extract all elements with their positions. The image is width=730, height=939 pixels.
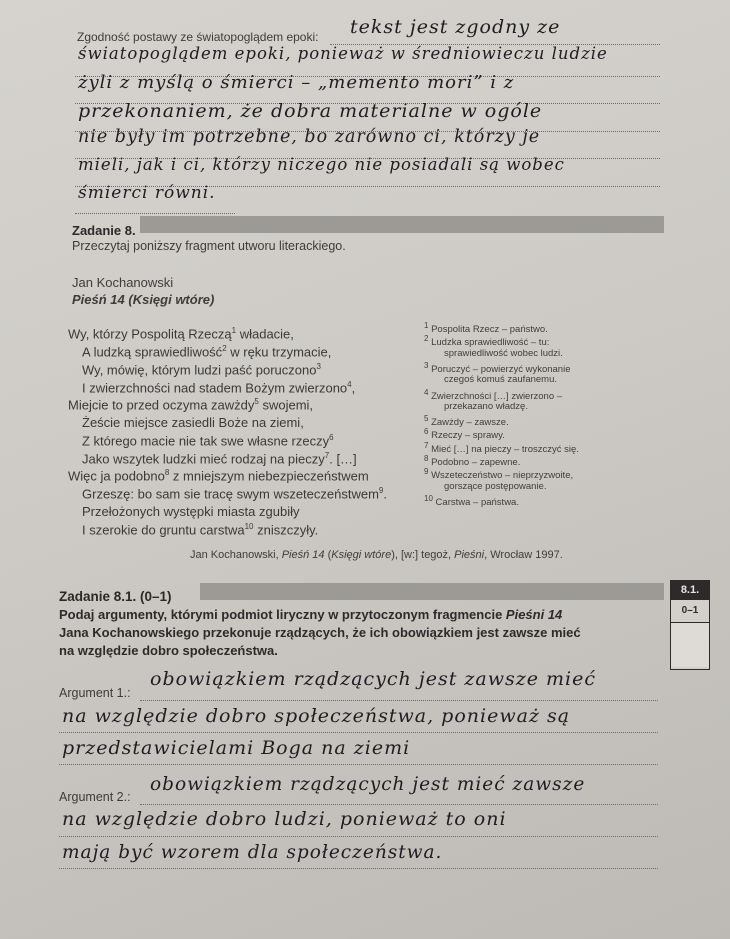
argument1-answer-line: na względzie dobro społeczeństwa, ponieważ są (62, 705, 571, 727)
footnote-continuation: przekazano władzę. (444, 400, 528, 412)
argument-dotline (59, 764, 658, 765)
argument-dotline (59, 868, 658, 869)
task8-header-bar (140, 216, 664, 233)
footnote-continuation: czegoś komuś zaufanemu. (444, 374, 558, 386)
footnote: $^{10}$ Carstwa – państwa. (424, 493, 519, 509)
handwritten-answer-line: światopoglądem epoki, ponieważ w średniowieczu ludzie (78, 44, 608, 63)
epoch-question-label: Zgodność postawy ze światopoglądem epoki: (77, 30, 319, 44)
argument1-answer-line: obowiązkiem rządzących jest zawsze mieć (150, 668, 597, 690)
poem-line: I zwierzchności nad stadem Bożym zwierzono$^4$, (82, 380, 356, 396)
handwritten-answer-line: żyli z myślą o śmierci – „memento mori” i z (78, 72, 515, 93)
handwritten-answer-line: nie były im potrzebne, bo zarówno ci, którzy je (78, 127, 541, 147)
score-box (670, 580, 710, 670)
argument2-label: Argument 2.: (59, 790, 131, 804)
footnote: $^4$ Zwierzchności […] zwierzono – (424, 387, 563, 402)
footnote: $^2$ Ludzka sprawiedliwość – tu: (424, 334, 550, 349)
poem-line: A ludzką sprawiedliwość$^2$ w ręku trzymacie, (82, 344, 332, 360)
footnote: $^9$ Wszeteczeństwo – nieprzyzwoite, (424, 467, 574, 482)
score-range: 0–1 (671, 600, 709, 623)
argument2-answer-line: obowiązkiem rządzących jest mieć zawsze (150, 774, 586, 795)
poem-author: Jan Kochanowski (72, 275, 174, 290)
task8-instruction: Przeczytaj poniższy fragment utworu literackiego. (72, 239, 346, 253)
task81-title: Zadanie 8.1. (0–1) (59, 589, 172, 604)
poem-line: Wy, mówię, którym ludzi paść poruczono$^3$ (82, 362, 321, 378)
answer-dotline (75, 213, 235, 214)
handwritten-answer-line: mieli, jak i ci, którzy niczego nie posiadali są wobec (78, 155, 565, 174)
poem-title: Pieśń 14 (Księgi wtóre) (72, 292, 215, 307)
argument-dotline (59, 836, 658, 837)
handwritten-answer-line: śmierci równi. (78, 183, 216, 203)
footnote: $^8$ Podobno – zapewne. (424, 454, 521, 469)
poem-line: I szerokie do gruntu carstwa$^{10}$ zniszczyły. (82, 522, 319, 538)
poem-line: Żeście miejsce zasiedli Boże na ziemi, (82, 415, 304, 430)
argument2-answer-line: mają być wzorem dla społeczeństwa. (62, 842, 443, 863)
poem-line: Miejcie to przed oczyma zawżdy$^5$ swojemi, (68, 397, 314, 413)
score-task-label: 8.1. (671, 581, 709, 600)
task81-prompt: Podaj argumenty, którymi podmiot liryczny w przytoczonym fragmencie Pieśni 14 Jana Kochanowskiego przekonuje rządzących, że ich obowiązkiem jest zawsze mieć na względzie dobro społeczeństwa. (59, 607, 581, 658)
poem-line: Przełożonych występki miasta zgubiły (82, 504, 300, 519)
footnote: $^3$ Poruczyć – powierzyć wykonanie (424, 360, 571, 376)
footnote-continuation: gorszące postępowanie. (444, 480, 547, 492)
footnote: $^7$ Mieć […] na pieczy – troszczyć się. (424, 440, 579, 455)
score-entry-cell[interactable] (671, 623, 709, 667)
poem-line: Grzeszę: bo sam sie tracę swym wszeteczeństwem$^9$. (82, 486, 387, 502)
footnote: $^6$ Rzeczy – sprawy. (424, 427, 505, 442)
footnote-continuation: sprawiedliwość wobec ludzi. (444, 347, 563, 359)
task8-title: Zadanie 8. (72, 223, 136, 238)
task81-header-bar (200, 583, 664, 600)
footnote: $^1$ Pospolita Rzecz – państwo. (424, 321, 548, 336)
argument-dotline (140, 804, 658, 805)
argument2-answer-line: na względzie dobro ludzi, ponieważ to oni (62, 808, 507, 830)
argument1-answer-line: przedstawicielami Boga na ziemi (62, 737, 411, 759)
handwritten-answer-line: przekonaniem, że dobra materialne w ogóle (78, 100, 543, 122)
argument-dotline (140, 700, 658, 701)
handwritten-answer-line: tekst jest zgodny ze (350, 16, 561, 38)
poem-line: Więc ja podobno$^8$ z mniejszym niebezpieczeństwem (68, 468, 369, 484)
poem-line: Jako wszytek ludzki mieć rodzaj na pieczy$^7$. […] (82, 451, 357, 467)
poem-line: Z którego macie nie tak swe własne rzeczy$^6$ (82, 433, 334, 449)
poem-source: Jan Kochanowski, Pieśń 14 (Księgi wtóre), [w:] tegoż, Pieśni, Wrocław 1997. (190, 549, 563, 561)
poem-line: Wy, którzy Pospolitą Rzeczą$^1$ władacie, (68, 326, 294, 342)
argument-dotline (59, 732, 658, 733)
footnote: $^5$ Zawżdy – zawsze. (424, 414, 509, 429)
argument1-label: Argument 1.: (59, 686, 131, 700)
